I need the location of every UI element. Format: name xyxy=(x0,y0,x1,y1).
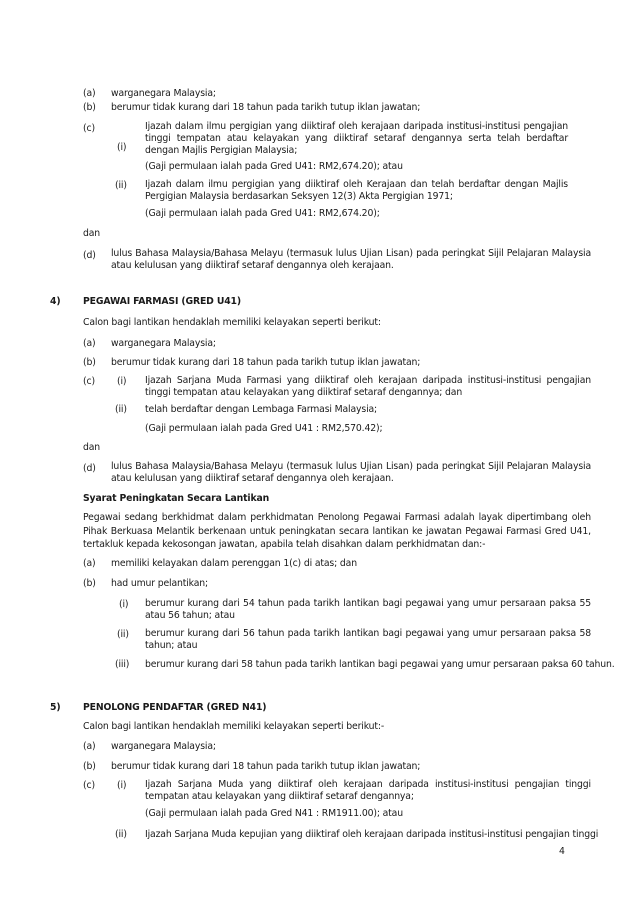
subitem-text: Ijazah Sarjana Muda kepujian yang diiktiraf oleh kerajaan daripada institusi-institusi pengajian tinggi xyxy=(145,829,599,840)
item-text: lulus Bahasa Malaysia/Bahasa Melayu (termasuk lulus Ujian Lisan) pada peringkat Sijil Pelajaran Malaysia atau kelulusan yang diiktiraf setaraf dengannya oleh kerajaan. xyxy=(111,248,591,271)
subitem-marker: (iii) xyxy=(115,659,130,670)
salary-note: (Gaji permulaan ialah pada Gred U41 : RM2,570.42); xyxy=(145,423,383,434)
connector-text: dan xyxy=(83,228,101,239)
salary-note: (Gaji permulaan ialah pada Gred U41: RM2,674.20); xyxy=(145,208,380,219)
subitem-marker: (i) xyxy=(117,780,127,791)
item-text: berumur tidak kurang dari 18 tahun pada tarikh tutup iklan jawatan; xyxy=(111,357,421,368)
subitem-marker: (ii) xyxy=(117,629,129,640)
item-marker: (a) xyxy=(83,338,96,349)
item-marker: (b) xyxy=(83,761,96,772)
subsection-paragraph: Pegawai sedang berkhidmat dalam perkhidmatan Penolong Pegawai Farmasi adalah layak dipertimbang oleh Pihak Berkuasa Melantik berkenaan untuk peningkatan secara lantikan ke jawatan Pegawai Farmasi Gred U41, tertakluk kepada kekosongan jawatan, apabila telah disahkan dalam perkhidmatan dan:- xyxy=(83,512,591,550)
item-marker: (a) xyxy=(83,558,96,569)
section-title: PENOLONG PENDAFTAR (GRED N41) xyxy=(83,702,267,713)
subitem-text: berumur kurang dari 56 tahun pada tarikh lantikan bagi pegawai yang umur persaraan paksa 58 tahun; atau xyxy=(145,628,591,651)
item-text: warganegara Malaysia; xyxy=(111,338,216,349)
item-marker: (b) xyxy=(83,357,96,368)
subitem-marker: (i) xyxy=(119,599,129,610)
subitem-text: berumur kurang dari 58 tahun pada tarikh lantikan bagi pegawai yang umur persaraan paksa 60 tahun. xyxy=(145,659,615,670)
item-text: warganegara Malaysia; xyxy=(111,88,216,99)
subitem-marker: (ii) xyxy=(115,829,127,840)
item-marker: (c) xyxy=(83,780,95,791)
section-title: PEGAWAI FARMASI (GRED U41) xyxy=(83,296,241,307)
section-intro: Calon bagi lantikan hendaklah memiliki kelayakan seperti berikut:- xyxy=(83,721,385,732)
section-intro: Calon bagi lantikan hendaklah memiliki kelayakan seperti berikut: xyxy=(83,317,381,328)
item-text: lulus Bahasa Malaysia/Bahasa Melayu (termasuk lulus Ujian Lisan) pada peringkat Sijil Pelajaran Malaysia atau kelulusan yang diiktiraf setaraf dengannya oleh kerajaan. xyxy=(111,461,591,484)
subsection-title: Syarat Peningkatan Secara Lantikan xyxy=(83,493,270,504)
item-marker: (b) xyxy=(83,102,96,113)
salary-note: (Gaji permulaan ialah pada Gred N41 : RM1911.00); atau xyxy=(145,808,403,819)
subitem-text: Ijazah dalam ilmu pergigian yang diiktiraf oleh Kerajaan dan telah berdaftar dengan Majlis Pergigian Malaysia berdasarkan Seksyen 12(3) Akta Pergigian 1971; xyxy=(145,179,568,202)
subitem-marker: (i) xyxy=(117,376,127,387)
subitem-text: Ijazah dalam ilmu pergigian yang diiktiraf oleh kerajaan daripada institusi-institusi pengajian tinggi tempatan atau kelayakan yang diiktiraf setaraf dengannya serta telah berdaftar dengan Majlis Pergigian Malaysia; xyxy=(145,121,568,156)
item-text: warganegara Malaysia; xyxy=(111,741,216,752)
subitem-text: Ijazah Sarjana Muda yang diiktiraf oleh kerajaan daripada institusi-institusi pengajian tinggi tempatan atau kelayakan yang diiktiraf setaraf dengannya; xyxy=(145,779,591,802)
item-text: memiliki kelayakan dalam perenggan 1(c) di atas; dan xyxy=(111,558,357,569)
subitem-text: Ijazah Sarjana Muda Farmasi yang diiktiraf oleh kerajaan daripada institusi-institusi pengajian tinggi tempatan atau kelayakan yang diiktiraf setaraf dengannya; dan xyxy=(145,375,591,398)
item-marker: (b) xyxy=(83,578,96,589)
page-number: 4 xyxy=(559,846,565,857)
item-text: had umur pelantikan; xyxy=(111,578,209,589)
item-marker: (d) xyxy=(83,463,96,474)
salary-note: (Gaji permulaan ialah pada Gred U41: RM2,674.20); atau xyxy=(145,161,403,172)
item-marker: (a) xyxy=(83,88,96,99)
subitem-text: telah berdaftar dengan Lembaga Farmasi Malaysia; xyxy=(145,404,378,415)
item-marker: (c) xyxy=(83,376,95,387)
section-number: 4) xyxy=(50,296,61,307)
subitem-marker: (ii) xyxy=(115,404,127,415)
subitem-marker: (ii) xyxy=(115,180,127,191)
section-number: 5) xyxy=(50,702,61,713)
item-text: berumur tidak kurang dari 18 tahun pada tarikh tutup iklan jawatan; xyxy=(111,102,421,113)
subitem-marker: (i) xyxy=(117,142,127,153)
item-marker: (d) xyxy=(83,250,96,261)
item-text: berumur tidak kurang dari 18 tahun pada tarikh tutup iklan jawatan; xyxy=(111,761,421,772)
item-marker: (a) xyxy=(83,741,96,752)
item-marker: (c) xyxy=(83,123,95,134)
connector-text: dan xyxy=(83,442,101,453)
subitem-text: berumur kurang dari 54 tahun pada tarikh lantikan bagi pegawai yang umur persaraan paksa 55 atau 56 tahun; atau xyxy=(145,598,591,621)
